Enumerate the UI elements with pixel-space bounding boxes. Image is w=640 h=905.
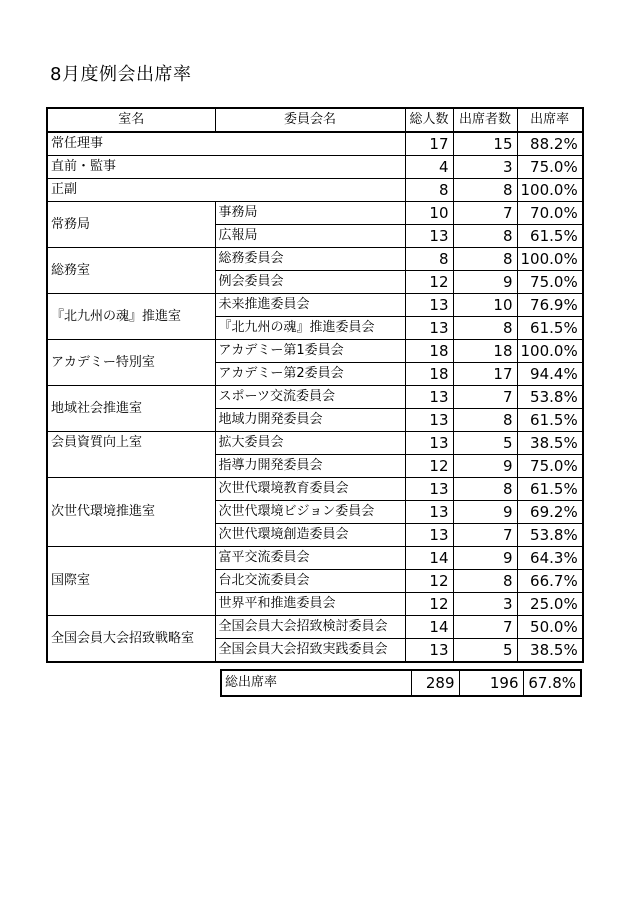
total-cell: 13 [405, 386, 453, 409]
attend-cell: 17 [453, 363, 517, 386]
attend-cell: 9 [453, 501, 517, 524]
total-cell: 13 [405, 432, 453, 455]
attend-cell: 8 [453, 570, 517, 593]
total-cell: 13 [405, 409, 453, 432]
table-row [47, 478, 583, 501]
attend-cell: 8 [453, 317, 517, 340]
total-cell: 18 [405, 340, 453, 363]
rate-cell: 76.9% [517, 294, 583, 317]
room-cell: 会員資質向上室 [47, 432, 215, 478]
total-cell: 13 [405, 317, 453, 340]
rate-cell: 75.0% [517, 455, 583, 478]
rate-cell: 25.0% [517, 593, 583, 616]
total-cell: 12 [405, 593, 453, 616]
room-cell: 直前・監事 [47, 156, 405, 179]
total-cell: 13 [405, 294, 453, 317]
committee-cell: 台北交流委員会 [215, 570, 405, 593]
rate-cell: 75.0% [517, 271, 583, 294]
attend-cell: 7 [453, 616, 517, 639]
attend-cell: 9 [453, 547, 517, 570]
rate-cell: 88.2% [517, 132, 583, 156]
attend-cell: 5 [453, 432, 517, 455]
summary-table [220, 669, 582, 697]
total-cell: 13 [405, 524, 453, 547]
rate-cell: 70.0% [517, 202, 583, 225]
header-rate: 出席率 [517, 108, 583, 132]
committee-cell: スポーツ交流委員会 [215, 386, 405, 409]
table-row [47, 179, 583, 202]
rate-cell: 94.4% [517, 363, 583, 386]
table-row [47, 248, 583, 271]
rate-cell: 50.0% [517, 616, 583, 639]
summary-row [221, 670, 581, 696]
attend-cell: 8 [453, 225, 517, 248]
page-title: 8月度例会出席率 [50, 64, 192, 85]
attendance-table [46, 107, 584, 663]
room-cell: 全国会員大会招致戦略室 [47, 616, 215, 663]
header-room: 室名 [47, 108, 215, 132]
header-total: 総人数 [405, 108, 453, 132]
attend-cell: 9 [453, 455, 517, 478]
total-cell: 14 [405, 547, 453, 570]
room-cell: アカデミー特別室 [47, 340, 215, 386]
summary-label: 総出席率 [221, 670, 411, 696]
rate-cell: 61.5% [517, 478, 583, 501]
rate-cell: 38.5% [517, 432, 583, 455]
header-attend: 出席者数 [453, 108, 517, 132]
summary-total: 289 [411, 670, 459, 696]
room-cell: 正副 [47, 179, 405, 202]
total-cell: 18 [405, 363, 453, 386]
header-committee: 委員会名 [215, 108, 405, 132]
committee-cell: 広報局 [215, 225, 405, 248]
total-cell: 4 [405, 156, 453, 179]
total-cell: 13 [405, 478, 453, 501]
attend-cell: 10 [453, 294, 517, 317]
committee-cell: アカデミー第2委員会 [215, 363, 405, 386]
committee-cell: 『北九州の魂』推進委員会 [215, 317, 405, 340]
rate-cell: 64.3% [517, 547, 583, 570]
rate-cell: 75.0% [517, 156, 583, 179]
table-row [47, 547, 583, 570]
committee-cell: 拡大委員会 [215, 432, 405, 455]
total-cell: 8 [405, 179, 453, 202]
table-row [47, 386, 583, 409]
rate-cell: 66.7% [517, 570, 583, 593]
attend-cell: 7 [453, 202, 517, 225]
rate-cell: 100.0% [517, 248, 583, 271]
total-cell: 8 [405, 248, 453, 271]
room-cell: 常任理事 [47, 132, 405, 156]
total-cell: 12 [405, 570, 453, 593]
room-cell: 総務室 [47, 248, 215, 294]
attend-cell: 8 [453, 248, 517, 271]
total-cell: 13 [405, 225, 453, 248]
room-cell: 次世代環境推進室 [47, 478, 215, 547]
summary-rate: 67.8% [523, 670, 581, 696]
attend-cell: 9 [453, 271, 517, 294]
room-cell: 常務局 [47, 202, 215, 248]
table-row [47, 132, 583, 156]
table-header-row [47, 108, 583, 132]
committee-cell: 総務委員会 [215, 248, 405, 271]
committee-cell: 未来推進委員会 [215, 294, 405, 317]
table-row [47, 202, 583, 225]
table-row [47, 616, 583, 639]
attend-cell: 18 [453, 340, 517, 363]
committee-cell: 次世代環境ビジョン委員会 [215, 501, 405, 524]
rate-cell: 38.5% [517, 639, 583, 663]
committee-cell: 富平交流委員会 [215, 547, 405, 570]
rate-cell: 100.0% [517, 179, 583, 202]
rate-cell: 61.5% [517, 317, 583, 340]
total-cell: 12 [405, 271, 453, 294]
table-row [47, 432, 583, 455]
attend-cell: 3 [453, 156, 517, 179]
attend-cell: 3 [453, 593, 517, 616]
room-cell: 国際室 [47, 547, 215, 616]
total-cell: 14 [405, 616, 453, 639]
rate-cell: 61.5% [517, 409, 583, 432]
committee-cell: 次世代環境教育委員会 [215, 478, 405, 501]
attend-cell: 8 [453, 179, 517, 202]
committee-cell: 指導力開発委員会 [215, 455, 405, 478]
committee-cell: 全国会員大会招致検討委員会 [215, 616, 405, 639]
room-cell: 地域社会推進室 [47, 386, 215, 432]
attend-cell: 7 [453, 524, 517, 547]
total-cell: 17 [405, 132, 453, 156]
committee-cell: 次世代環境創造委員会 [215, 524, 405, 547]
room-cell: 『北九州の魂』推進室 [47, 294, 215, 340]
total-cell: 13 [405, 639, 453, 663]
rate-cell: 69.2% [517, 501, 583, 524]
attend-cell: 8 [453, 478, 517, 501]
committee-cell: 世界平和推進委員会 [215, 593, 405, 616]
total-cell: 12 [405, 455, 453, 478]
committee-cell: 地域力開発委員会 [215, 409, 405, 432]
attend-cell: 15 [453, 132, 517, 156]
committee-cell: 全国会員大会招致実践委員会 [215, 639, 405, 663]
rate-cell: 61.5% [517, 225, 583, 248]
rate-cell: 53.8% [517, 524, 583, 547]
attend-cell: 5 [453, 639, 517, 663]
committee-cell: 例会委員会 [215, 271, 405, 294]
attend-cell: 8 [453, 409, 517, 432]
attend-cell: 7 [453, 386, 517, 409]
total-cell: 10 [405, 202, 453, 225]
rate-cell: 53.8% [517, 386, 583, 409]
committee-cell: アカデミー第1委員会 [215, 340, 405, 363]
summary-attend: 196 [459, 670, 523, 696]
total-cell: 13 [405, 501, 453, 524]
rate-cell: 100.0% [517, 340, 583, 363]
table-row [47, 340, 583, 363]
table-row [47, 156, 583, 179]
committee-cell: 事務局 [215, 202, 405, 225]
table-row [47, 294, 583, 317]
